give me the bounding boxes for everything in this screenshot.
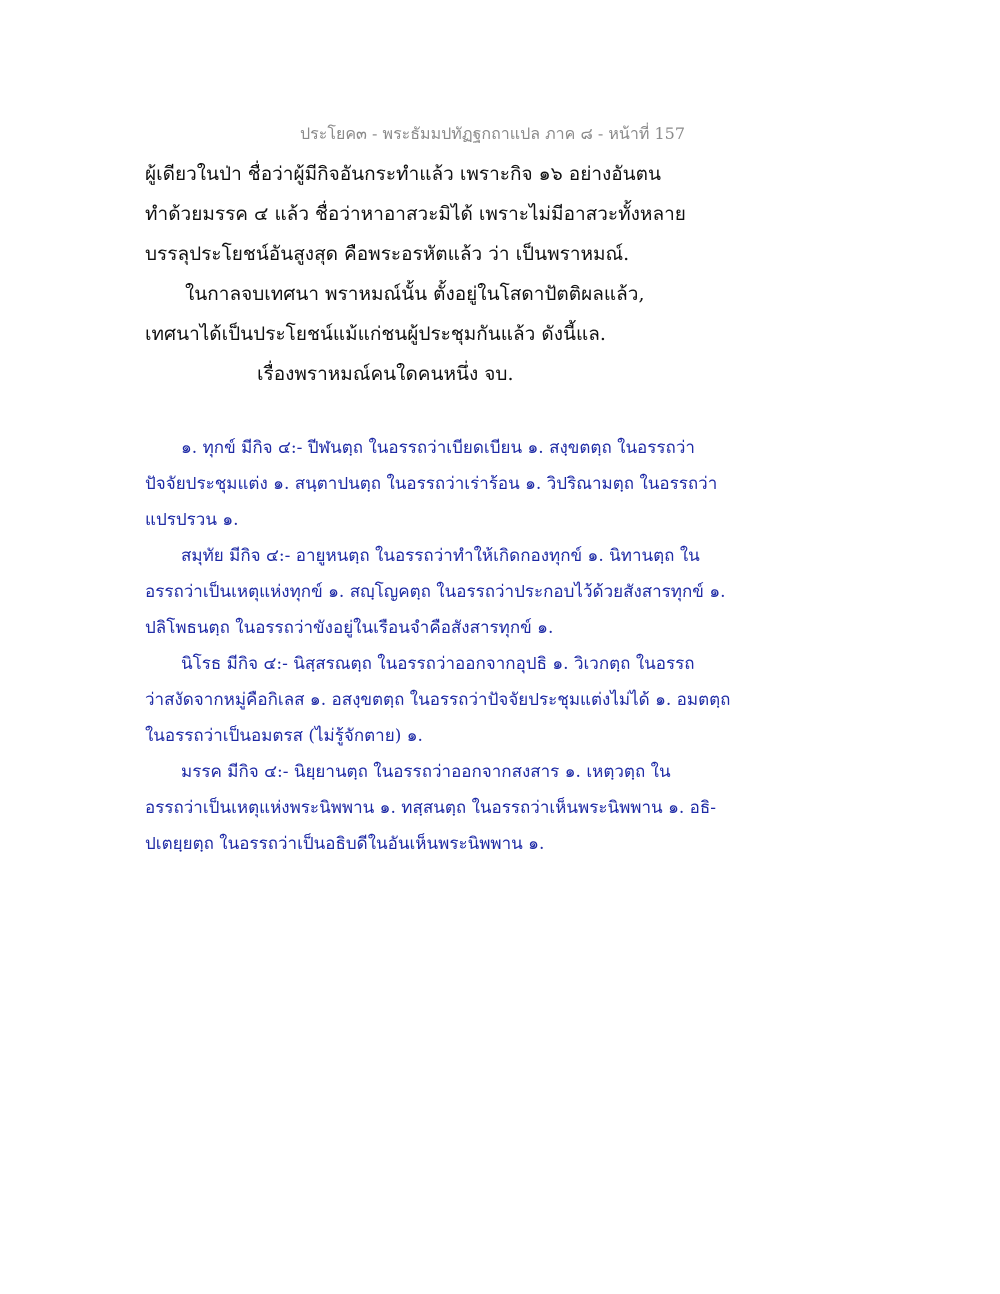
footnote-line: อรรถว่าเป็นเหตุแห่งทุกข์ ๑. สญฺโญคตฺถ ในอรรถว่าประกอบไว้ด้วยสังสารทุกข์ ๑.: [145, 582, 726, 602]
footnote-line: สมุทัย มีกิจ ๔:- อายูหนตฺถ ในอรรถว่าทำให้เกิดกองทุกข์ ๑. นิทานตฺถ ใน: [181, 546, 700, 566]
footnote-line: ว่าสงัดจากหมู่คือกิเลส ๑. อสงฺขตตฺถ ในอรรถว่าปัจจัยประชุมแต่งไม่ได้ ๑. อมตตฺถ: [145, 690, 731, 710]
footnote-line: ปเตยฺยตฺถ ในอรรถว่าเป็นอธิบดีในอันเห็นพระนิพพาน ๑.: [145, 834, 545, 854]
footnote-line: ๑. ทุกข์ มีกิจ ๔:- ปีฬนตฺถ ในอรรถว่าเบียดเบียน ๑. สงฺขตตฺถ ในอรรถว่า: [181, 438, 695, 458]
body-line: ในกาลจบเทศนา พราหมณ์นั้น ตั้งอยู่ในโสดาปัตติผลแล้ว,: [185, 283, 645, 305]
footnote-line: มรรค มีกิจ ๔:- นิยฺยานตฺถ ในอรรถว่าออกจากสงสาร ๑. เหตฺวตฺถ ใน: [181, 762, 671, 782]
body-line: ทำด้วยมรรค ๔ แล้ว ชื่อว่าหาอาสวะมิได้ เพราะไม่มีอาสวะทั้งหลาย: [145, 203, 686, 225]
footnotes-block: [145, 433, 745, 865]
body-line: ผู้เดียวในป่า ชื่อว่าผู้มีกิจอันกระทำแล้ว เพราะกิจ ๑๖ อย่างอันตน: [145, 163, 661, 185]
main-text-block: [145, 158, 705, 398]
body-line: เทศนาได้เป็นประโยชน์แม้แก่ชนผู้ประชุมกันแล้ว ดังนี้แล.: [145, 323, 606, 345]
footnote-line: ปลิโพธนตฺถ ในอรรถว่าขังอยู่ในเรือนจำคือสังสารทุกข์ ๑.: [145, 618, 554, 638]
footnote-line: นิโรธ มีกิจ ๔:- นิสฺสรณตฺถ ในอรรถว่าออกจากอุปธิ ๑. วิเวกตฺถ ในอรรถ: [181, 654, 695, 674]
story-end-title: เรื่องพราหมณ์คนใดคนหนึ่ง จบ.: [257, 363, 514, 385]
body-line: บรรลุประโยชน์อันสูงสุด คือพระอรหัตแล้ว ว่า เป็นพราหมณ์.: [145, 243, 630, 265]
footnote-line: แปรปรวน ๑.: [145, 510, 239, 530]
footnote-line: อรรถว่าเป็นเหตุแห่งพระนิพพาน ๑. ทสฺสนตฺถ ในอรรถว่าเห็นพระนิพพาน ๑. อธิ-: [145, 798, 717, 818]
footnote-line: ปัจจัยประชุมแต่ง ๑. สนฺตาปนตฺถ ในอรรถว่าเร่าร้อน ๑. วิปริณามตฺถ ในอรรถว่า: [145, 474, 718, 494]
running-header: ประโยค๓ - พระธัมมปทัฏฐกถาแปล ภาค ๘ - หน้าที่ 157: [300, 124, 685, 143]
footnote-line: ในอรรถว่าเป็นอมตรส (ไม่รู้จักตาย) ๑.: [145, 726, 423, 746]
